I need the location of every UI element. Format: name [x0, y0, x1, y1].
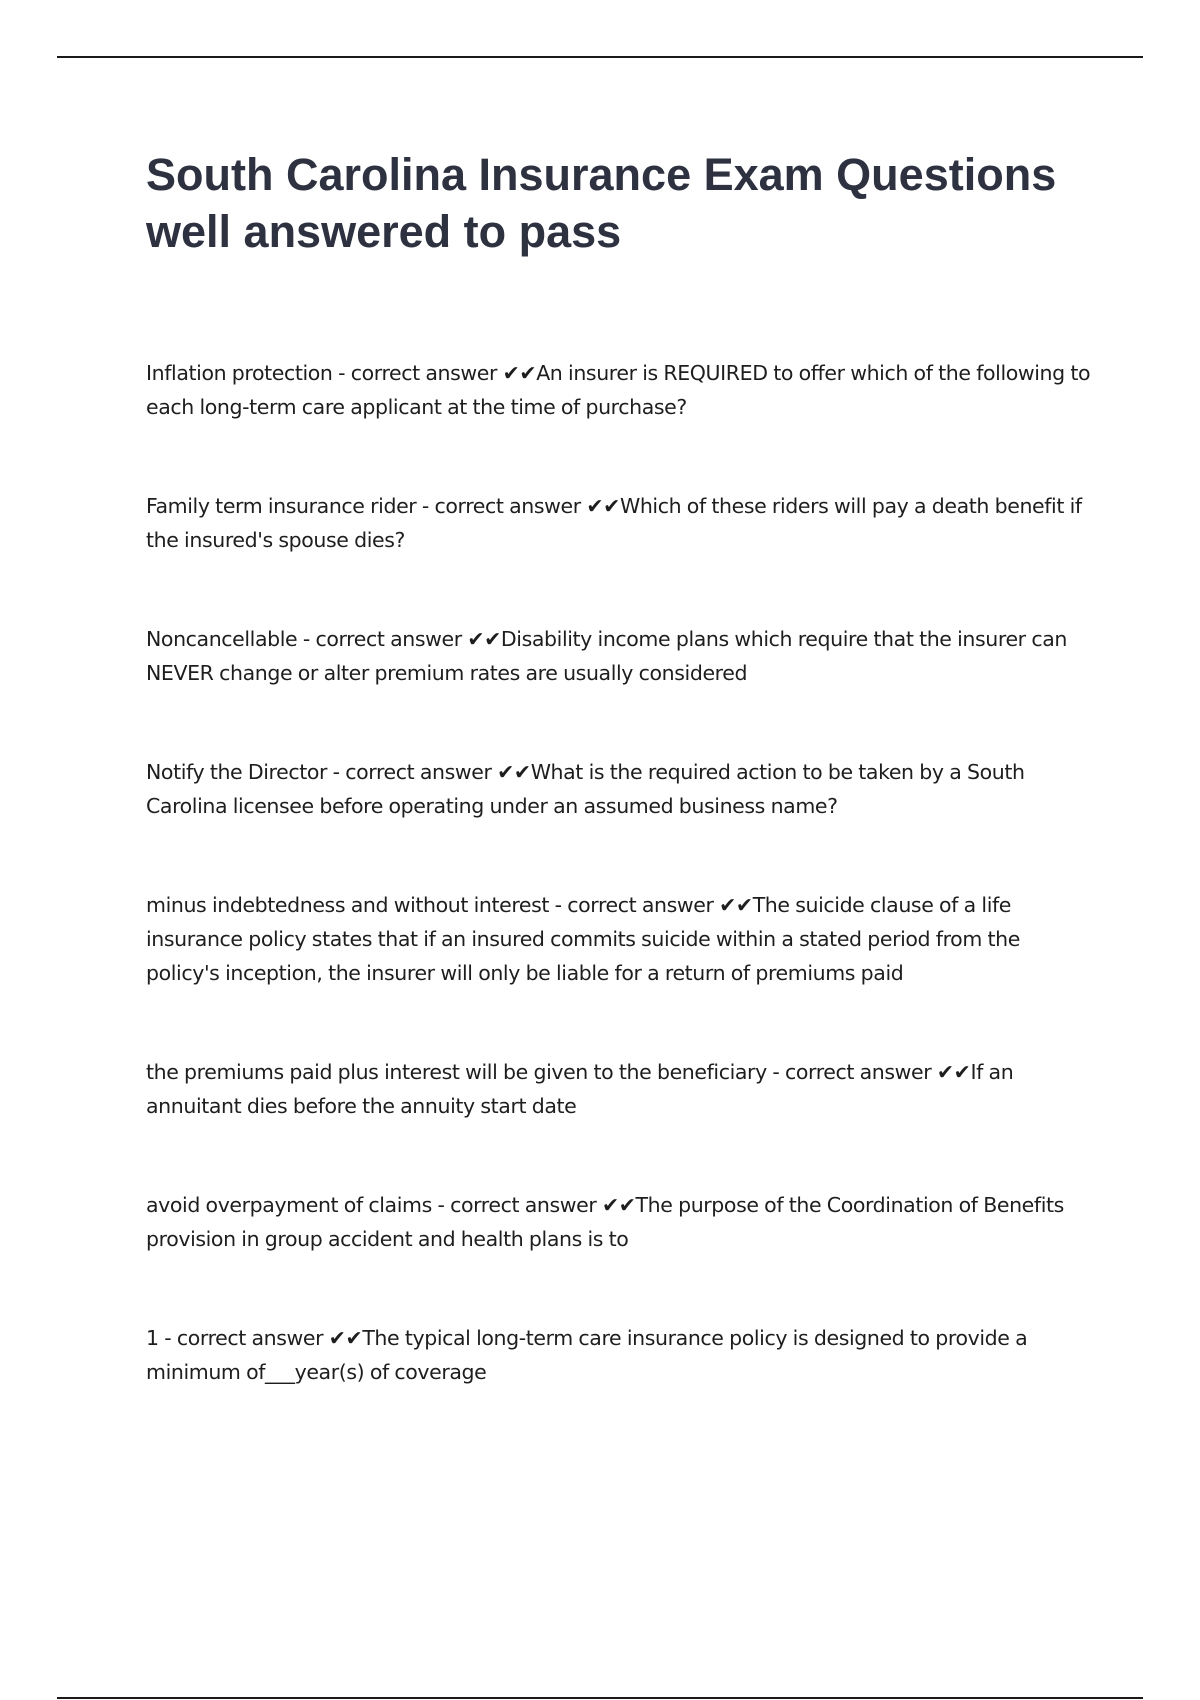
- answer-text: 1: [146, 1326, 159, 1350]
- qa-item: [146, 1055, 1096, 1123]
- answer-separator: - correct answer: [416, 494, 587, 518]
- answer-separator: - correct answer: [431, 1193, 602, 1217]
- question-text: The purpose of the Coordination of Benefits provision in group accident and health plans is to: [146, 1193, 1064, 1251]
- check-marks-icon: ✔✔: [467, 627, 501, 651]
- question-text: Which of these riders will pay a death benefit if the insured's spouse dies?: [146, 494, 1082, 552]
- check-marks-icon: ✔✔: [328, 1326, 363, 1350]
- check-marks-icon: ✔✔: [719, 893, 753, 917]
- bottom-rule: [57, 1697, 1143, 1699]
- question-text: The suicide clause of a life insurance policy states that if an insured commits suicide within a stated period from the policy's inception, the insurer will only be liable for a return of premiums paid: [146, 893, 1020, 985]
- answer-text: Inflation protection: [146, 361, 333, 385]
- qa-item: [146, 1188, 1096, 1256]
- top-rule: [57, 56, 1143, 58]
- question-text: Disability income plans which require that the insurer can NEVER change or alter premium rates are usually considered: [146, 627, 1067, 685]
- answer-separator: - correct answer: [297, 627, 468, 651]
- qa-item: [146, 755, 1096, 823]
- qa-list: [146, 356, 1096, 1389]
- check-marks-icon: ✔✔: [586, 494, 620, 518]
- qa-item: [146, 888, 1096, 990]
- question-text: The typical long-term care insurance policy is designed to provide a minimum of___year(s) of coverage: [146, 1326, 1028, 1384]
- question-text: What is the required action to be taken by a South Carolina licensee before operating under an assumed business name?: [146, 760, 1025, 818]
- check-marks-icon: ✔✔: [936, 1060, 971, 1084]
- qa-item: [146, 1321, 1096, 1389]
- answer-separator: - correct answer: [158, 1326, 329, 1350]
- answer-text: Notify the Director: [146, 760, 328, 784]
- answer-text: minus indebtedness and without interest: [146, 893, 550, 917]
- check-marks-icon: ✔✔: [601, 1193, 636, 1217]
- question-text: An insurer is REQUIRED to offer which of the following to each long-term care applicant at the time of purchase?: [146, 361, 1091, 419]
- answer-text: the premiums paid plus interest will be given to the beneficiary: [146, 1060, 767, 1084]
- qa-item: [146, 489, 1096, 557]
- qa-item: [146, 356, 1096, 424]
- check-marks-icon: ✔✔: [502, 361, 537, 385]
- answer-text: Family term insurance rider: [146, 494, 417, 518]
- answer-separator: - correct answer: [332, 361, 503, 385]
- answer-separator: - correct answer: [766, 1060, 937, 1084]
- qa-item: [146, 622, 1096, 690]
- answer-text: avoid overpayment of claims: [146, 1193, 432, 1217]
- answer-separator: - correct answer: [549, 893, 720, 917]
- answer-text: Noncancellable: [146, 627, 298, 651]
- answer-separator: - correct answer: [327, 760, 498, 784]
- question-text: If an annuitant dies before the annuity start date: [146, 1060, 1014, 1118]
- check-marks-icon: ✔✔: [497, 760, 531, 784]
- page-title: South Carolina Insurance Exam Questions well answered to pass: [146, 149, 1057, 257]
